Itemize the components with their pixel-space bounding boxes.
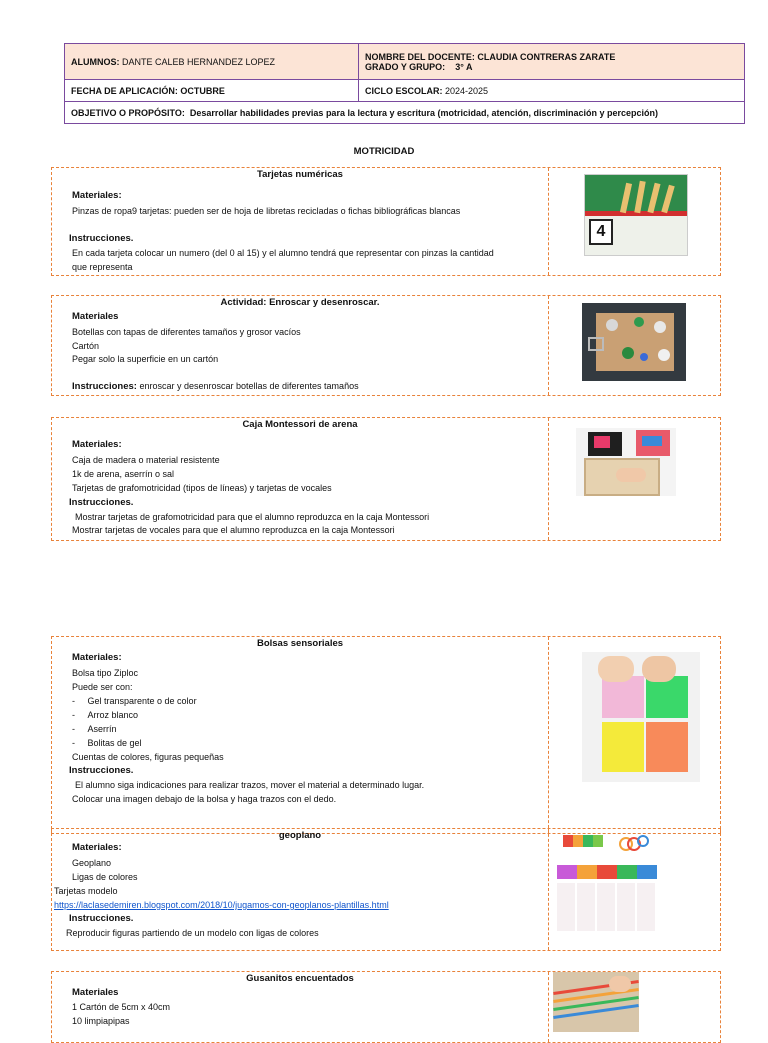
instruccion-item: Colocar una imagen debajo de la bolsa y haga trazos con el dedo. [72,794,337,804]
material-item: Tarjetas modelo [54,886,118,896]
header-table [64,43,745,124]
instrucciones-label: Instrucciones. [69,233,134,244]
alumnos-cell [65,44,359,79]
instruccion-item: Mostrar tarjetas de grafomotricidad para que el alumno reproduzca en la caja Montessori [75,512,430,522]
instruccion-item: Mostrar tarjetas de vocales para que el alumno reproduzca en la caja Montessori [72,525,395,535]
activity-text-cell [52,637,549,833]
activity-image-cell [549,168,720,275]
material-item: 1k de arena, aserrín o sal [72,469,175,479]
material-item: Puede ser con: [72,682,133,692]
activity-image-cell [549,418,720,540]
activity-title: geoplano [278,830,322,841]
instrucciones-label: Instrucciones. [69,497,134,508]
instrucciones-label: Instrucciones. [69,913,134,924]
material-bullet: - Arroz blanco [72,710,139,720]
instruccion-item: Reproducir figuras partiendo de un modelo con ligas de colores [66,928,319,938]
materiales-label: Materiales: [72,842,122,853]
activity-image-cell [549,972,720,1042]
material-item: Gel transparente o de color [87,696,197,706]
activity-title: Actividad: Enroscar y desenroscar. [220,297,380,308]
material-item: Pinzas de ropa9 tarjetas: pueden ser de hoja de libretas recicladas o fichas bibliográficas blancas [72,206,461,216]
activity-image-cell [549,829,720,950]
activity-image-cell [549,296,720,395]
material-item: Botellas con tapas de diferentes tamaños y grosor vacíos [72,327,301,337]
header-row-1 [65,44,744,80]
instrucciones-label: Instrucciones. [69,765,134,776]
instruccion-item: El alumno siga indicaciones para realizar trazos, mover el material a determinado lugar. [75,780,425,790]
activity-text-cell [52,829,549,950]
instruccion-item: que representa [72,262,133,272]
activity-box-gusanitos [51,971,721,1043]
activity-title: Tarjetas numéricas [257,169,343,180]
activity-box-bolsas-sensoriales [51,636,721,834]
material-item: Pegar solo la superficie en un cartón [72,354,219,364]
instruccion-item: En cada tarjeta colocar un numero (del 0 al 15) y el alumno tendrá que representar con pinzas la cantidad [72,248,494,258]
objetivo-label: OBJETIVO O PROPÓSITO: [71,107,185,118]
activity-box-geoplano [51,828,721,951]
grado-label: GRADO Y GRUPO: [365,61,446,72]
materiales-label: Materiales: [72,439,122,450]
activity-text-cell [52,296,549,395]
material-item: Tarjetas de grafomotricidad (tipos de líneas) y tarjetas de vocales [72,483,332,493]
material-item: Caja de madera o material resistente [72,455,220,465]
rubber-bands-image [611,833,655,851]
geoboards-image [557,833,605,849]
activity-image-cell [549,637,720,833]
ciclo-label: CICLO ESCOLAR: [365,85,443,96]
grado-value: 3° A [455,61,473,72]
material-bullet: - Bolitas de gel [72,738,142,748]
materiales-label: Materiales [72,311,119,322]
activity-text-cell [52,168,549,275]
number-card: 4 [589,219,613,245]
material-item: Cuentas de colores, figuras pequeñas [72,752,224,762]
activity-title: Caja Montessori de arena [242,419,358,430]
clothespin-card-image [584,174,688,256]
ciclo-cell [359,80,744,101]
material-bullet: - Aserrín [72,724,117,734]
bottle-caps-image [582,303,686,381]
docente-cell [359,44,744,79]
header-row-2 [65,80,744,102]
material-bullet: - Gel transparente o de color [72,696,197,706]
header-row-3 [65,102,744,123]
activity-box-tarjetas [51,167,721,276]
material-item: Aserrín [87,724,117,734]
docente-label: NOMBRE DEL DOCENTE: [365,51,475,62]
docente-value: CLAUDIA CONTRERAS ZARATE [477,51,616,62]
geoboard-templates-image [557,863,657,933]
material-item: 1 Cartón de 5cm x 40cm [72,1002,171,1012]
ciclo-value: 2024-2025 [445,85,489,96]
fecha-cell [65,80,359,101]
activity-text-cell [52,972,549,1042]
sand-tray-image [576,428,676,496]
material-item: 10 limpiapipas [72,1016,130,1026]
materiales-label: Materiales: [72,190,122,201]
alumnos-label: ALUMNOS: [71,56,120,67]
activity-title: Bolsas sensoriales [256,638,344,649]
activity-text-cell [52,418,549,540]
fecha-value: OCTUBRE [180,85,225,96]
objetivo-cell [65,102,744,123]
material-item: Geoplano [72,858,112,868]
material-item: Bolsa tipo Ziploc [72,668,139,678]
material-item: Cartón [72,341,100,351]
materiales-label: Materiales: [72,652,122,663]
material-item: Ligas de colores [72,872,138,882]
activity-title: Gusanitos encuentados [246,973,354,984]
material-item: Bolitas de gel [87,738,142,748]
objetivo-value: Desarrollar habilidades previas para la lectura y escritura (motricidad, atención, discriminación y percepción) [189,107,659,118]
instrucciones-line [72,381,359,392]
section-title: MOTRICIDAD [353,146,415,157]
instrucciones-label: Instrucciones: [72,381,137,392]
sensory-bags-image [582,652,700,782]
activity-box-caja-montessori [51,417,721,541]
pipe-cleaner-worms-image [553,972,639,1032]
alumnos-value: DANTE CALEB HERNANDEZ LOPEZ [122,56,276,67]
material-item: Arroz blanco [87,710,139,720]
materiales-label: Materiales [72,987,119,998]
plantillas-link[interactable]: https://laclasedemiren.blogspot.com/2018/10/jugamos-con-geoplanos-plantillas.html [54,900,389,910]
instruccion-item: enroscar y desenroscar botellas de diferentes tamaños [139,381,359,391]
activity-box-enroscar [51,295,721,396]
fecha-label: FECHA DE APLICACIÓN: [71,85,178,96]
